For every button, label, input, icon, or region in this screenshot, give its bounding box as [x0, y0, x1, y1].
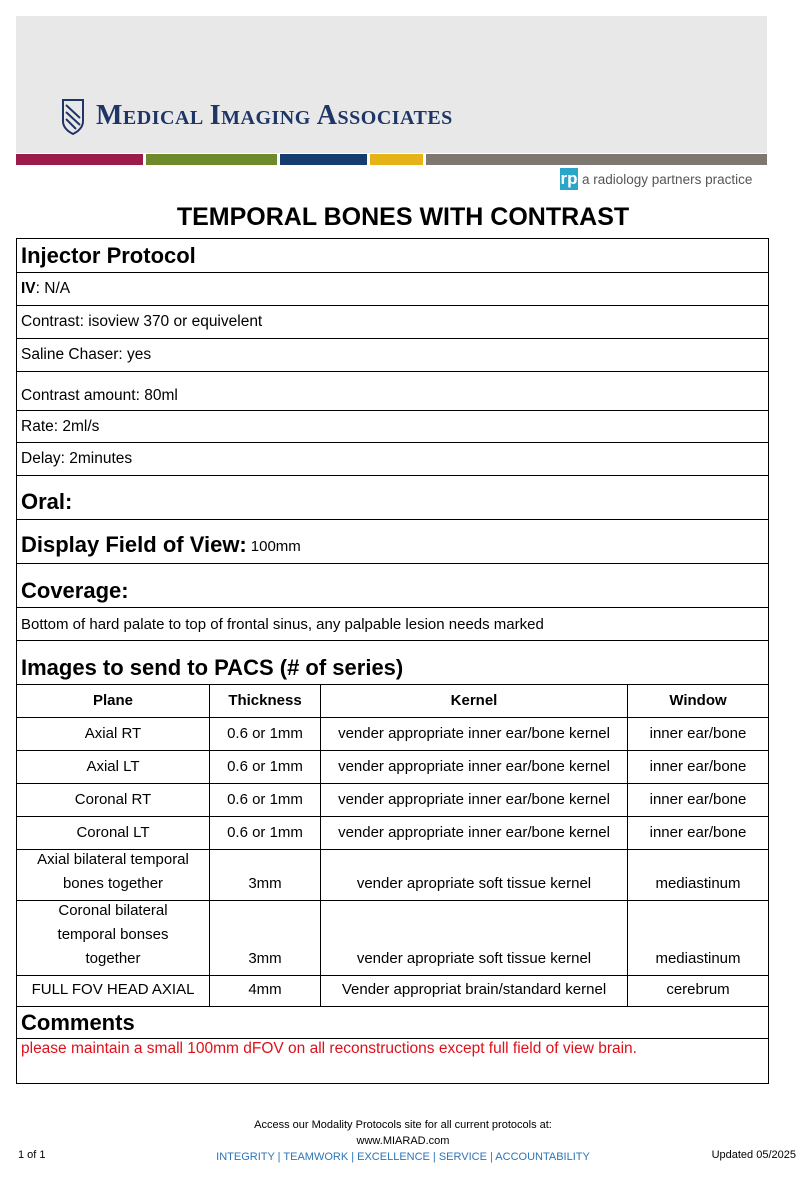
- kernel-cell: vender appropriate inner ear/bone kernel: [321, 751, 628, 783]
- plane-cell: Axial LT: [17, 751, 210, 783]
- shield-logo-icon: [62, 99, 84, 135]
- color-stripe-3: [280, 154, 367, 165]
- kernel-cell: vender appropriate inner ear/bone kernel: [321, 718, 628, 750]
- table-row: [17, 850, 768, 901]
- window-cell: mediastinum: [655, 950, 741, 967]
- dfov-row: [17, 520, 768, 564]
- saline-row: Saline Chaser: yes: [17, 339, 768, 372]
- window-cell: inner ear/bone: [649, 791, 747, 808]
- table-row: [17, 817, 768, 850]
- rp-logo-icon: rp: [560, 169, 578, 188]
- updated-date: Updated 05/2025: [711, 1149, 796, 1161]
- plane-cell: Coronal LT: [17, 817, 210, 849]
- thickness-cell: 4mm: [210, 976, 321, 1006]
- header-banner: [16, 16, 767, 153]
- coverage-heading: Coverage:: [17, 564, 768, 608]
- comments-text: please maintain a small 100mm dFOV on all reconstructions except full field of view brain.: [21, 1040, 637, 1057]
- page-title: TEMPORAL BONES WITH CONTRAST: [176, 203, 630, 231]
- dfov-heading: Display Field of View:: [21, 531, 247, 557]
- window-cell: inner ear/bone: [649, 758, 747, 775]
- thickness-cell: 0.6 or 1mm: [210, 784, 321, 816]
- footer-values: INTEGRITY | TEAMWORK | EXCELLENCE | SERVICE | ACCOUNTABILITY: [216, 1151, 590, 1163]
- protocol-sheet: [16, 238, 769, 1084]
- comments-heading: Comments: [17, 1007, 768, 1039]
- window-cell: inner ear/bone: [649, 725, 747, 742]
- kernel-cell: vender appropriate inner ear/bone kernel: [321, 817, 628, 849]
- images-heading: Images to send to PACS (# of series): [17, 641, 768, 685]
- kernel-cell: vender apropriate soft tissue kernel: [321, 850, 628, 900]
- plane-cell: Axial RT: [17, 718, 210, 750]
- color-stripe-2: [146, 154, 277, 165]
- column-header-window: Window: [669, 692, 727, 709]
- iv-row: [17, 273, 768, 306]
- thickness-cell: 0.6 or 1mm: [210, 718, 321, 750]
- window-cell: mediastinum: [655, 875, 741, 892]
- injector-heading: Injector Protocol: [17, 239, 768, 273]
- radiology-partners-tag: [560, 168, 752, 190]
- column-header-kernel: Kernel: [321, 685, 628, 717]
- dfov-value: 100mm: [250, 538, 301, 555]
- thickness-cell: 3mm: [210, 901, 321, 975]
- plane-cell: Coronal bilateral temporal bonses together: [17, 901, 210, 975]
- column-header-thickness: Thickness: [210, 685, 321, 717]
- footer-url-link[interactable]: www.MIARAD.com: [356, 1135, 450, 1147]
- footer-access-text: Access our Modality Protocols site for all current protocols at:: [254, 1119, 552, 1131]
- amount-row: Contrast amount: 80ml: [17, 372, 768, 411]
- iv-value: : N/A: [35, 280, 71, 297]
- table-header-row: [17, 685, 768, 718]
- table-row: [17, 976, 768, 1007]
- oral-heading: Oral:: [17, 476, 768, 520]
- plane-cell: Coronal RT: [17, 784, 210, 816]
- tagline: a radiology partners practice: [582, 171, 753, 187]
- rate-row: Rate: 2ml/s: [17, 411, 768, 443]
- color-stripe-4: [370, 154, 423, 165]
- kernel-cell: Vender appropriat brain/standard kernel: [321, 976, 628, 1006]
- table-row: [17, 901, 768, 976]
- iv-label: IV: [21, 280, 36, 297]
- delay-row: Delay: 2minutes: [17, 443, 768, 476]
- thickness-cell: 0.6 or 1mm: [210, 751, 321, 783]
- color-stripe-5: [426, 154, 767, 165]
- plane-cell: Axial bilateral temporal bones together: [17, 850, 210, 900]
- footer: [0, 1117, 806, 1165]
- window-cell: inner ear/bone: [649, 824, 747, 841]
- column-header-plane: Plane: [17, 685, 210, 717]
- plane-cell: FULL FOV HEAD AXIAL: [17, 976, 210, 1006]
- table-row: [17, 718, 768, 751]
- page-number: 1 of 1: [18, 1149, 46, 1161]
- coverage-text: Bottom of hard palate to top of frontal sinus, any palpable lesion needs marked: [17, 608, 768, 641]
- window-cell: cerebrum: [666, 981, 730, 998]
- logo-text: Medical Imaging Associates: [96, 100, 453, 131]
- thickness-cell: 3mm: [210, 850, 321, 900]
- table-row: [17, 784, 768, 817]
- thickness-cell: 0.6 or 1mm: [210, 817, 321, 849]
- color-stripe-1: [16, 154, 143, 165]
- contrast-row: Contrast: isoview 370 or equivelent: [17, 306, 768, 339]
- kernel-cell: vender appropriate inner ear/bone kernel: [321, 784, 628, 816]
- table-row: [17, 751, 768, 784]
- kernel-cell: vender apropriate soft tissue kernel: [321, 901, 628, 975]
